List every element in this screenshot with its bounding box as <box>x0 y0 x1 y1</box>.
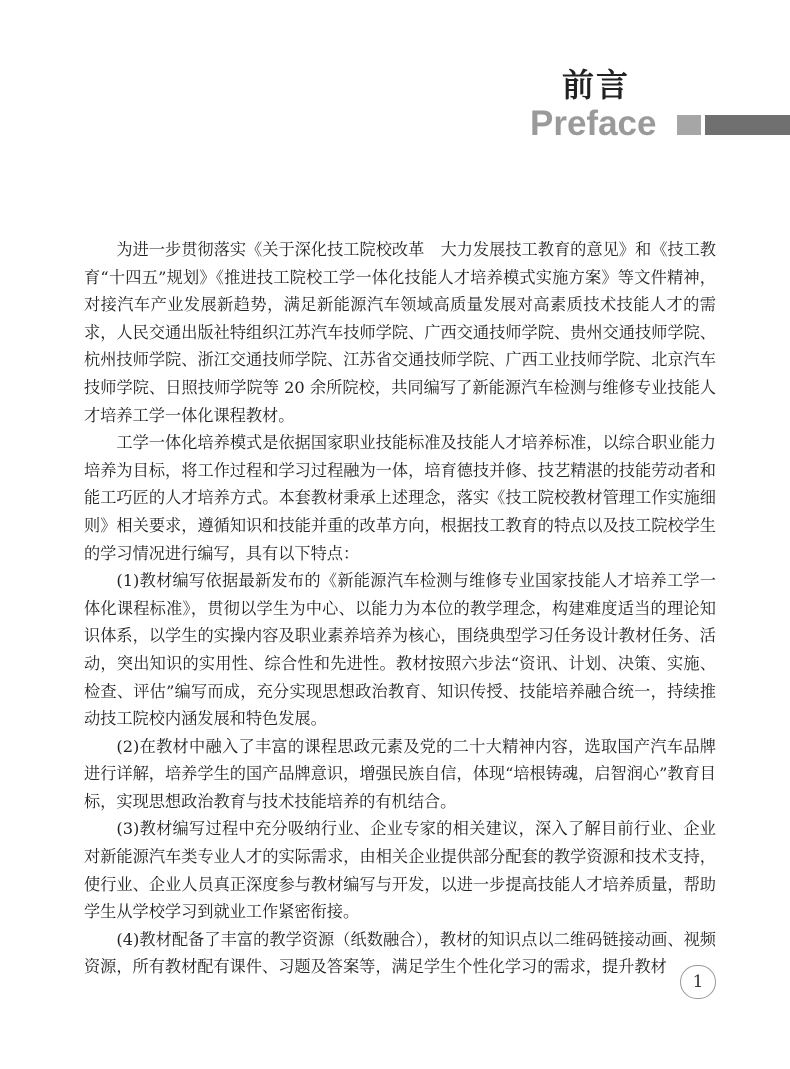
title-chinese: 前言 <box>562 66 631 104</box>
title-english: Preface <box>530 104 657 143</box>
header-decor-bar-light <box>677 115 701 135</box>
header-decor-bar-dark <box>705 115 790 135</box>
page-number: 1 <box>680 965 716 999</box>
paragraph-feature-2: (2)在教材中融入了丰富的课程思政元素及党的二十大精神内容，选取国产汽车品牌进行详解，培养学生的国产品牌意识，增强民族自信，体现“培根铸魂，启智润心”教育目标，实现思想政治教育与技术技能培养的有机结合。 <box>84 736 716 811</box>
page-header <box>0 60 790 150</box>
paragraph-intro: 为进一步贯彻落实《关于深化技工院校改革 大力发展技工教育的意见》和《技工教育“十四五”规划》《推进技工院校工学一体化技能人才培养模式实施方案》等文件精神，对接汽车产业发展新趋势，满足新能源汽车领域高质量发展对高素质技术技能人才的需求，人民交通出版社特组织江苏汽车技师学院、广西交通技师学院、贵州交通技师学院、杭州技师学院、浙江交通技师学院、江苏省交通技师学院、广西工业技师学院、北京汽车技师学院、日照技师学院等 20 余所院校，共同编写了新能源汽车检测与维修专业技能人才培养工学一体化课程教材。 <box>84 240 716 425</box>
paragraph-feature-3: (3)教材编写过程中充分吸纳行业、企业专家的相关建议，深入了解目前行业、企业对新能源汽车类专业人才的实际需求，由相关企业提供部分配套的教学资源和技术支持，使行业、企业人员真正深度参与教材编写与开发，以进一步提高技能人才培养质量，帮助学生从学校学习到就业工作紧密衔接。 <box>84 819 716 922</box>
preface-body <box>84 236 716 981</box>
paragraph-model: 工学一体化培养模式是依据国家职业技能标准及技能人才培养标准，以综合职业能力培养为目标，将工作过程和学习过程融为一体，培育德技并修、技艺精湛的技能劳动者和能工巧匠的人才培养方式。本套教材秉承上述理念，落实《技工院校教材管理工作实施细则》相关要求，遵循知识和技能并重的改革方向，根据技工教育的特点以及技工院校学生的学习情况进行编写，具有以下特点： <box>84 433 716 563</box>
paragraph-feature-4: (4)教材配备了丰富的教学资源（纸数融合），教材的知识点以二维码链接动画、视频资源，所有教材配有课件、习题及答案等，满足学生个性化学习的需求，提升教材 <box>84 929 716 977</box>
paragraph-feature-1: (1)教材编写依据最新发布的《新能源汽车检测与维修专业国家技能人才培养工学一体化课程标准》，贯彻以学生为中心、以能力为本位的教学理念，构建难度适当的理论知识体系，以学生的实操内容及职业素养培养为核心，围绕典型学习任务设计教材任务、活动，突出知识的实用性、综合性和先进性。教材按照六步法“资讯、计划、决策、实施、检查、评估”编写而成，充分实现思想政治教育、知识传授、技能培养融合统一，持续推动技工院校内涵发展和特色发展。 <box>84 571 716 729</box>
